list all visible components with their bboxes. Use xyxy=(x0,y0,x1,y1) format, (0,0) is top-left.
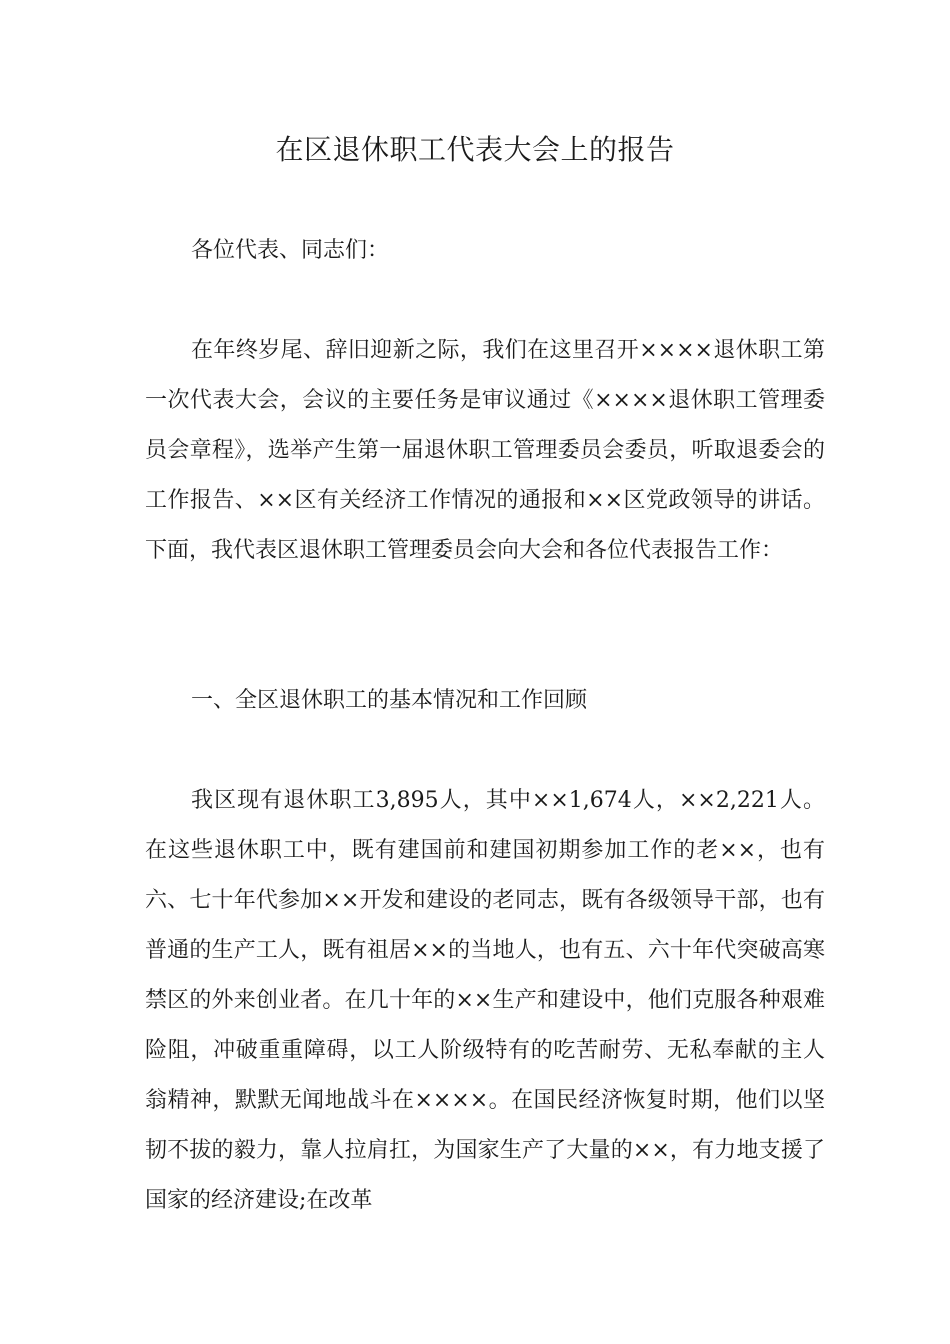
salutation: 各位代表、同志们： xyxy=(191,238,390,263)
paragraph-opening: 在年终岁尾、辞旧迎新之际，我们在这里召开××××退休职工第一次代表大会，会议的主要任务是审议通过《××××退休职工管理委员会章程》，选举产生第一届退休职工管理委员会委员，听取退委会的工作报告、××区有关经济工作情况的通报和××区党政领导的讲话。下面，我代表区退休职工管理委员会向大会和各位代表报告工作： xyxy=(145,338,825,563)
section-heading: 一、全区退休职工的基本情况和工作回顾 xyxy=(191,688,588,713)
document-title: 在区退休职工代表大会上的报告 xyxy=(275,133,675,166)
paragraph-basic-situation: 我区现有退休职工3,895人，其中××1,674人，××2,221人。在这些退休职工中，既有建国前和建国初期参加工作的老××，也有六、七十年代参加××开发和建设的老同志，既有各级领导干部，也有普通的生产工人，既有祖居××的当地人，也有五、六十年代突破高寒禁区的外来创业者。在几十年的××生产和建设中，他们克服各种艰难险阻，冲破重重障碍，以工人阶级特有的吃苦耐劳、无私奉献的主人翁精神，默默无闻地战斗在××××。在国民经济恢复时期，他们以坚韧不拔的毅力，靠人拉肩扛，为国家生产了大量的××，有力地支援了国家的经济建设;在改革 xyxy=(145,788,825,1213)
